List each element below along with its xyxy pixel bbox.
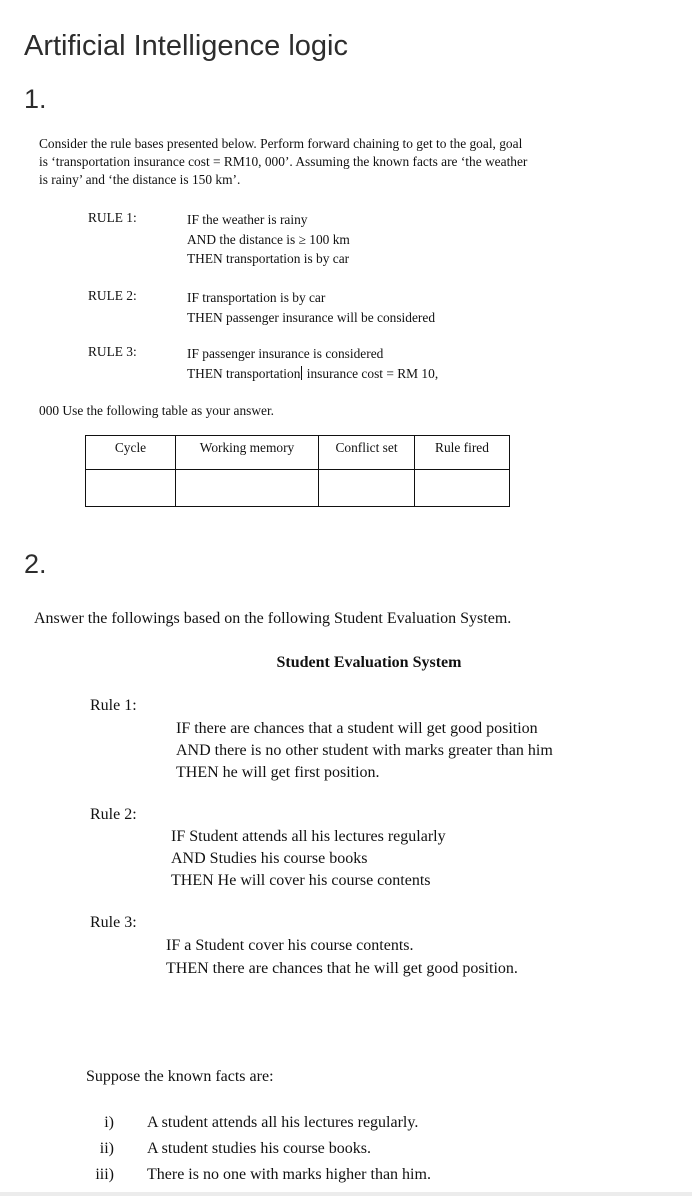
- q1-rule-2-line: THEN passenger insurance will be considered: [187, 309, 436, 325]
- q1-rule-2-label: RULE 2:: [88, 288, 137, 303]
- fact-text: There is no one with marks higher than him.: [147, 1166, 431, 1183]
- q2-rule-2-body: [171, 826, 446, 892]
- q2-rule-2-line: AND Studies his course books: [171, 850, 368, 867]
- q1-rule-3-label: RULE 3:: [88, 344, 137, 359]
- q2-rule-1-line: IF there are chances that a student will get good position: [176, 720, 538, 737]
- q1-rule-1-body: [187, 210, 350, 269]
- q1-rule-1-label: RULE 1:: [88, 210, 137, 225]
- q1-rule-3-line-part-b: insurance cost = RM 10,: [303, 365, 439, 381]
- q2-rule-1-line: AND there is no other student with marks greater than him: [176, 742, 553, 759]
- fact-text: A student studies his course books.: [147, 1140, 371, 1157]
- q2-rule-3-line: THEN there are chances that he will get good position.: [166, 960, 518, 977]
- q1-rule-3-line: IF passenger insurance is considered: [187, 346, 384, 361]
- q2-rule-2-line: IF Student attends all his lectures regularly: [171, 828, 446, 845]
- system-title: Student Evaluation System: [276, 654, 462, 671]
- fact-number: ii): [99, 1140, 114, 1157]
- question-1-intro: [39, 135, 649, 189]
- question-2-number: 2.: [24, 549, 47, 579]
- table-cell-empty: [319, 470, 415, 507]
- table-cell-empty: [415, 470, 510, 507]
- q1-rule-1-line: AND the distance is ≥ 100 km: [187, 231, 350, 247]
- question-1-number: 1.: [24, 84, 47, 114]
- q2-rule-1-line: THEN he will get first position.: [176, 764, 380, 781]
- q1-table-intro: 000 Use the following table as your answer.: [39, 403, 275, 418]
- table-header-row: [86, 436, 510, 470]
- fact-number: i): [104, 1114, 114, 1131]
- q1-rule-2-body: [187, 288, 435, 327]
- q2-rule-3-label: Rule 3:: [90, 914, 137, 931]
- page-bottom-edge: [0, 1192, 692, 1196]
- q1-rule-1-line: THEN transportation is by car: [187, 251, 350, 266]
- q2-rule-2-label: Rule 2:: [90, 806, 137, 823]
- table-cell-empty: [86, 470, 176, 507]
- q1-rule-3-line-part-a: THEN transportation: [187, 365, 301, 381]
- table-header-cycle: Cycle: [86, 436, 176, 470]
- q2-rule-3-line: IF a Student cover his course contents.: [166, 937, 414, 954]
- fact-text: A student attends all his lectures regularly.: [147, 1114, 419, 1131]
- question-1-intro-line: is rainy’ and ‘the distance is 150 km’.: [39, 172, 241, 187]
- question-1-intro-line: Consider the rule bases presented below. Perform forward chaining to get to the goal, goal: [39, 136, 523, 151]
- q1-rule-2-line: IF transportation is by car: [187, 290, 326, 305]
- question-2-intro: Answer the followings based on the following Student Evaluation System.: [34, 610, 512, 627]
- q2-rule-1-label: Rule 1:: [90, 697, 137, 714]
- q2-rule-1-body: [176, 718, 553, 784]
- table-header-rule-fired: Rule fired: [415, 436, 510, 470]
- fact-number: iii): [95, 1166, 114, 1183]
- table-cell-empty: [176, 470, 319, 507]
- answer-table: [85, 435, 510, 507]
- facts-intro: Suppose the known facts are:: [86, 1068, 274, 1085]
- table-header-working-memory: Working memory: [176, 436, 319, 470]
- q1-rule-3-line-last: [187, 364, 438, 384]
- page-title: Artificial Intelligence logic: [24, 30, 348, 62]
- table-header-conflict-set: Conflict set: [319, 436, 415, 470]
- question-1-intro-line: is ‘transportation insurance cost = RM10, 000’. Assuming the known facts are ‘the weather: [39, 154, 528, 169]
- q2-rule-3-body: [166, 934, 518, 980]
- q1-rule-3-body: [187, 344, 438, 383]
- table-row: [86, 470, 510, 507]
- q2-rule-2-line: THEN He will cover his course contents: [171, 872, 431, 889]
- q1-rule-1-line: IF the weather is rainy: [187, 212, 308, 227]
